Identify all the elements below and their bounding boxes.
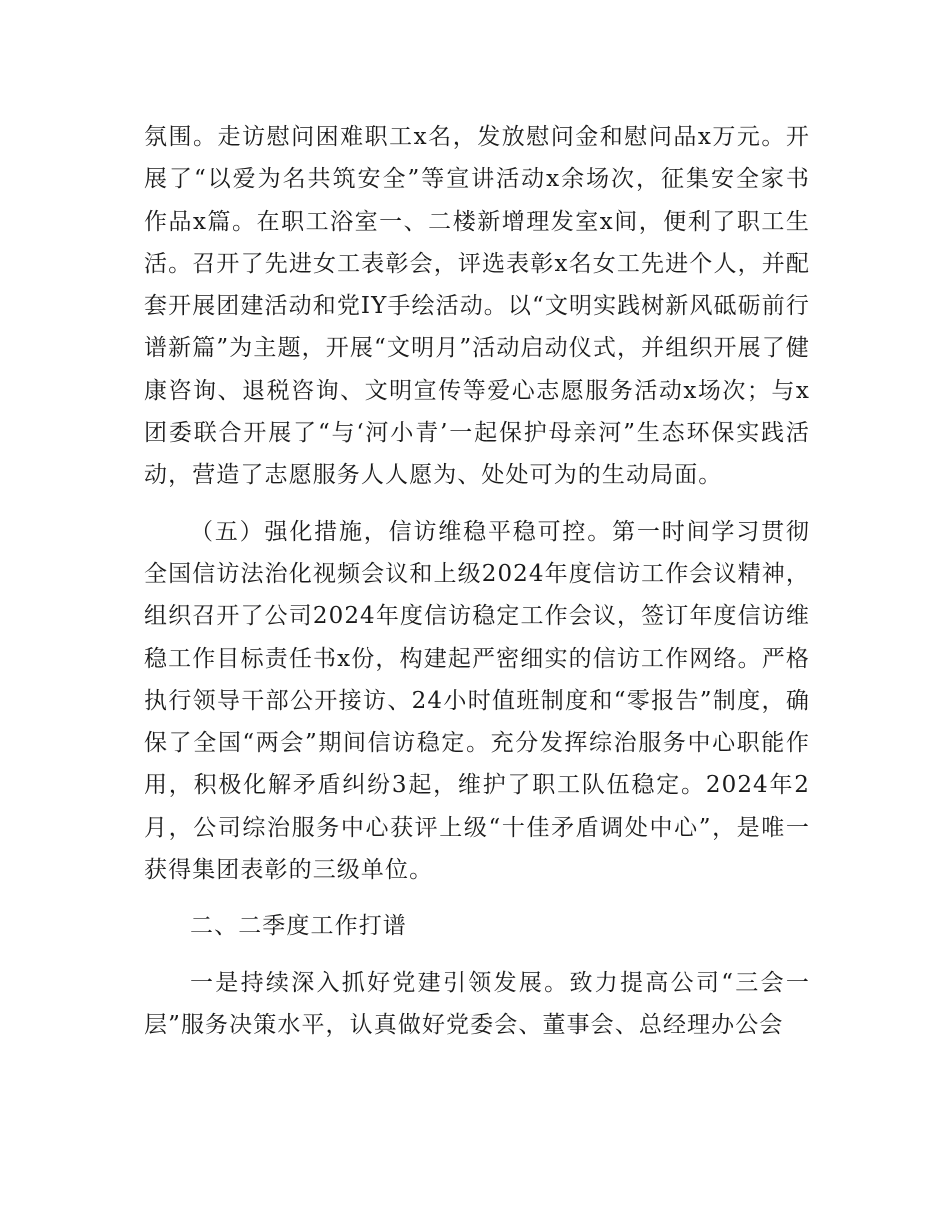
section-heading-q2-plan: 二、二季度工作打谱 xyxy=(190,913,407,940)
document-body xyxy=(144,116,810,1046)
paragraph-item-one: 一是持续深入抓好党建引领发展。致力提高公司“三会一层”服务决策水平，认真做好党委会、董事会、总经理办公会 xyxy=(144,969,810,1038)
paragraph-section-five: （五）强化措施，信访维稳平稳可控。第一时间学习贯彻全国信访法治化视频会议和上级2024年度信访工作会议精神，组织召开了公司2024年度信访稳定工作会议，签订年度信访维稳工作目标责任书x份，构建起严密细实的信访工作网络。严格执行领导干部公开接访、24小时值班制度和“零报告”制度，确保了全国“两会”期间信访稳定。充分发挥综治服务中心职能作用，积极化解矛盾纠纷3起，维护了职工队伍稳定。2024年2月，公司综治服务中心获评上级“十佳矛盾调处中心”，是唯一获得集团表彰的三级单位。 xyxy=(144,518,810,884)
paragraph-continuation: 氛围。走访慰问困难职工x名，发放慰问金和慰问品x万元。开展了“以爱为名共筑安全”等宣讲活动x余场次，征集安全家书作品x篇。在职工浴室一、二楼新增理发室x间，便利了职工生活。召开了先进女工表彰会，评选表彰x名女工先进个人，并配套开展团建活动和党IY手绘活动。以“文明实践树新风砥砺前行谱新篇”为主题，开展“文明月”活动启动仪式，并组织开展了健康咨询、退税咨询、文明宣传等爱心志愿服务活动x场次；与x团委联合开展了“与‘河小青’一起保护母亲河”生态环保实践活动，营造了志愿服务人人愿为、处处可为的生动局面。 xyxy=(144,124,810,489)
